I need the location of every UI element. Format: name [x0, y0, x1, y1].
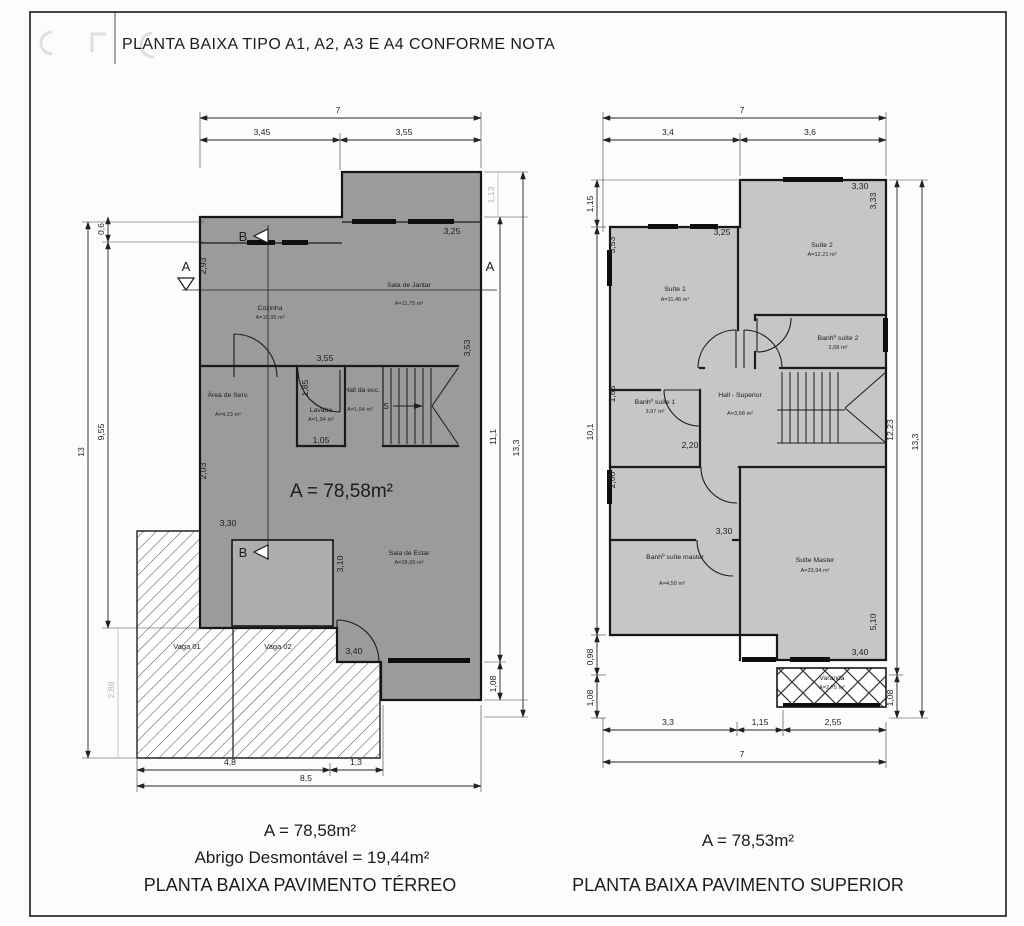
dim-label: 0,6 [96, 223, 106, 235]
dim-label: 2,03 [198, 462, 208, 480]
room-area: A=1,94 m² [347, 407, 373, 413]
superior-building [607, 177, 888, 707]
room-label-banh-suite1: Banhº suíte 1 [634, 399, 676, 406]
room-label-lavabo: Lavabo [309, 407, 333, 414]
superior-footer [572, 831, 904, 895]
dim-label: 10,1 [585, 423, 595, 441]
room-label-sala-estar: Sala de Estar [388, 550, 430, 557]
room-label-hall: Hall da esc. [344, 387, 380, 394]
dim-label: 1,15 [585, 195, 595, 213]
room-area: A=4,50 m² [659, 581, 685, 587]
terreo-plan [76, 105, 528, 895]
dim-label: 1,08 [488, 675, 498, 693]
room-area: A=11,46 m² [660, 297, 690, 303]
superior-plan [572, 105, 928, 895]
dim-label: 1,85 [300, 379, 310, 397]
room-area: 2,68 m² [828, 345, 848, 351]
dim-label: 7 [739, 749, 745, 759]
dim-label: 1,3 [350, 757, 362, 767]
terreo-building [200, 172, 481, 700]
dim-label: 2,00 [607, 471, 617, 489]
room-area: A=4,23 m² [215, 412, 241, 418]
dim-label: 8,5 [300, 773, 312, 783]
terreo-caption: PLANTA BAIXA PAVIMENTO TÉRREO [143, 875, 457, 895]
room-label-suite1: Suíte 1 [664, 286, 686, 293]
dim-label: 1,13 [486, 186, 496, 204]
room-label-banh-suite2: Banhº suíte 2 [817, 335, 859, 342]
dim-label: 1,08 [585, 689, 595, 707]
dim-label: 3,55 [316, 353, 334, 363]
window-icon [352, 219, 396, 224]
dim-label: 3,10 [335, 555, 345, 573]
room-label-varanda: Varanda [819, 675, 845, 682]
dim-label: 3,3 [662, 717, 674, 727]
room-label-banh-master: Banhº suíte master [646, 554, 704, 561]
dim-label: 3,4 [662, 127, 674, 137]
dim-label: 3,40 [345, 646, 363, 656]
dim-label: 9,55 [96, 423, 106, 441]
window-icon [282, 240, 308, 245]
window-icon [247, 240, 275, 245]
room-area: 3,97 m² [645, 409, 665, 415]
terreo-footer-abrigo: Abrigo Desmontável = 19,44m² [194, 848, 430, 867]
superior-footer-area: A = 78,53m² [701, 831, 795, 850]
dim-label: 2,93 [198, 257, 208, 275]
room-area: A=3,68 m² [727, 411, 753, 417]
dim-label: 12,23 [885, 419, 895, 441]
dim-label: 5,10 [868, 613, 878, 631]
room-area: A=1,94 m² [308, 417, 334, 423]
room-label-vaga2: Vaga 02 [264, 642, 292, 651]
dim-label: 3,25 [443, 226, 461, 236]
dim-label: 0,98 [585, 648, 595, 666]
dim-label: 3,25 [713, 227, 731, 237]
dim-label: 1,15 [751, 717, 769, 727]
room-label-sala-jantar: Sala de Jantar [387, 282, 431, 289]
section-marker-a-left: A [181, 259, 191, 274]
stairs-direction-label: S [383, 402, 389, 411]
window-icon [883, 318, 888, 352]
dim-label: 3,30 [851, 181, 869, 191]
dim-label: 11,1 [488, 428, 498, 446]
window-icon [648, 224, 678, 229]
dim-label: 2,88 [106, 681, 116, 699]
terreo-footer [144, 821, 456, 895]
section-triangle-icon [178, 278, 194, 290]
dim-label: 1,05 [312, 435, 330, 445]
dim-label: 13 [76, 447, 86, 457]
sheet-title: PLANTA BAIXA TIPO A1, A2, A3 E A4 CONFORME NOTA [122, 36, 556, 53]
dim-label: 3,30 [715, 526, 733, 536]
dim-label: 1,85 [607, 385, 617, 403]
section-marker-a-right: A [485, 259, 495, 274]
dim-label: 1,08 [885, 689, 895, 707]
window-icon [607, 250, 612, 286]
room-area: A=23,94 m² [800, 568, 830, 574]
terreo-footer-area: A = 78,58m² [263, 821, 357, 840]
dim-label: 3,6 [804, 127, 816, 137]
window-icon [408, 219, 454, 224]
dim-label: 2,20 [681, 440, 699, 450]
dim-label: 7 [739, 105, 745, 115]
window-icon [388, 658, 470, 663]
dim-label: 2,55 [824, 717, 842, 727]
room-area: A=2,75 m² [819, 685, 845, 691]
dim-label: 3,53 [462, 339, 472, 357]
dim-label: 3,30 [219, 518, 237, 528]
dim-label: 13,3 [511, 439, 521, 457]
room-label-cozinha: Cozinha [257, 305, 283, 312]
superior-caption: PLANTA BAIXA PAVIMENTO SUPERIOR [572, 875, 904, 895]
dim-label: 4,8 [224, 757, 236, 767]
room-label-suite2: Suíte 2 [811, 242, 833, 249]
room-area: A=11,75 m² [394, 301, 424, 307]
room-area: A=28,65 m² [394, 560, 424, 566]
room-area: A=12,21 m² [807, 252, 837, 258]
room-label-hall-superior: Hall - Superior [718, 392, 762, 399]
section-marker-b-top: B [238, 229, 248, 244]
room-label-suite-master: Suíte Master [795, 557, 835, 564]
dim-label: 3,40 [851, 647, 869, 657]
window-icon [783, 177, 843, 182]
dim-label: 7 [335, 105, 341, 115]
dim-label: 3,45 [253, 127, 271, 137]
dim-label: 3,53 [607, 236, 617, 254]
room-label-vaga1: Vaga 01 [173, 642, 201, 651]
dim-label: 13,3 [910, 433, 920, 451]
room-area: A=10,95 m² [255, 315, 285, 321]
window-icon [790, 657, 830, 662]
section-marker-b-bottom: B [238, 545, 248, 560]
room-label-area-serv: Área de Serv. [207, 392, 249, 399]
window-icon [742, 657, 776, 662]
dim-label: 3,33 [868, 192, 878, 210]
dim-label: 3,55 [395, 127, 413, 137]
terreo-total-area-label: A = 78,58m² [290, 481, 393, 502]
